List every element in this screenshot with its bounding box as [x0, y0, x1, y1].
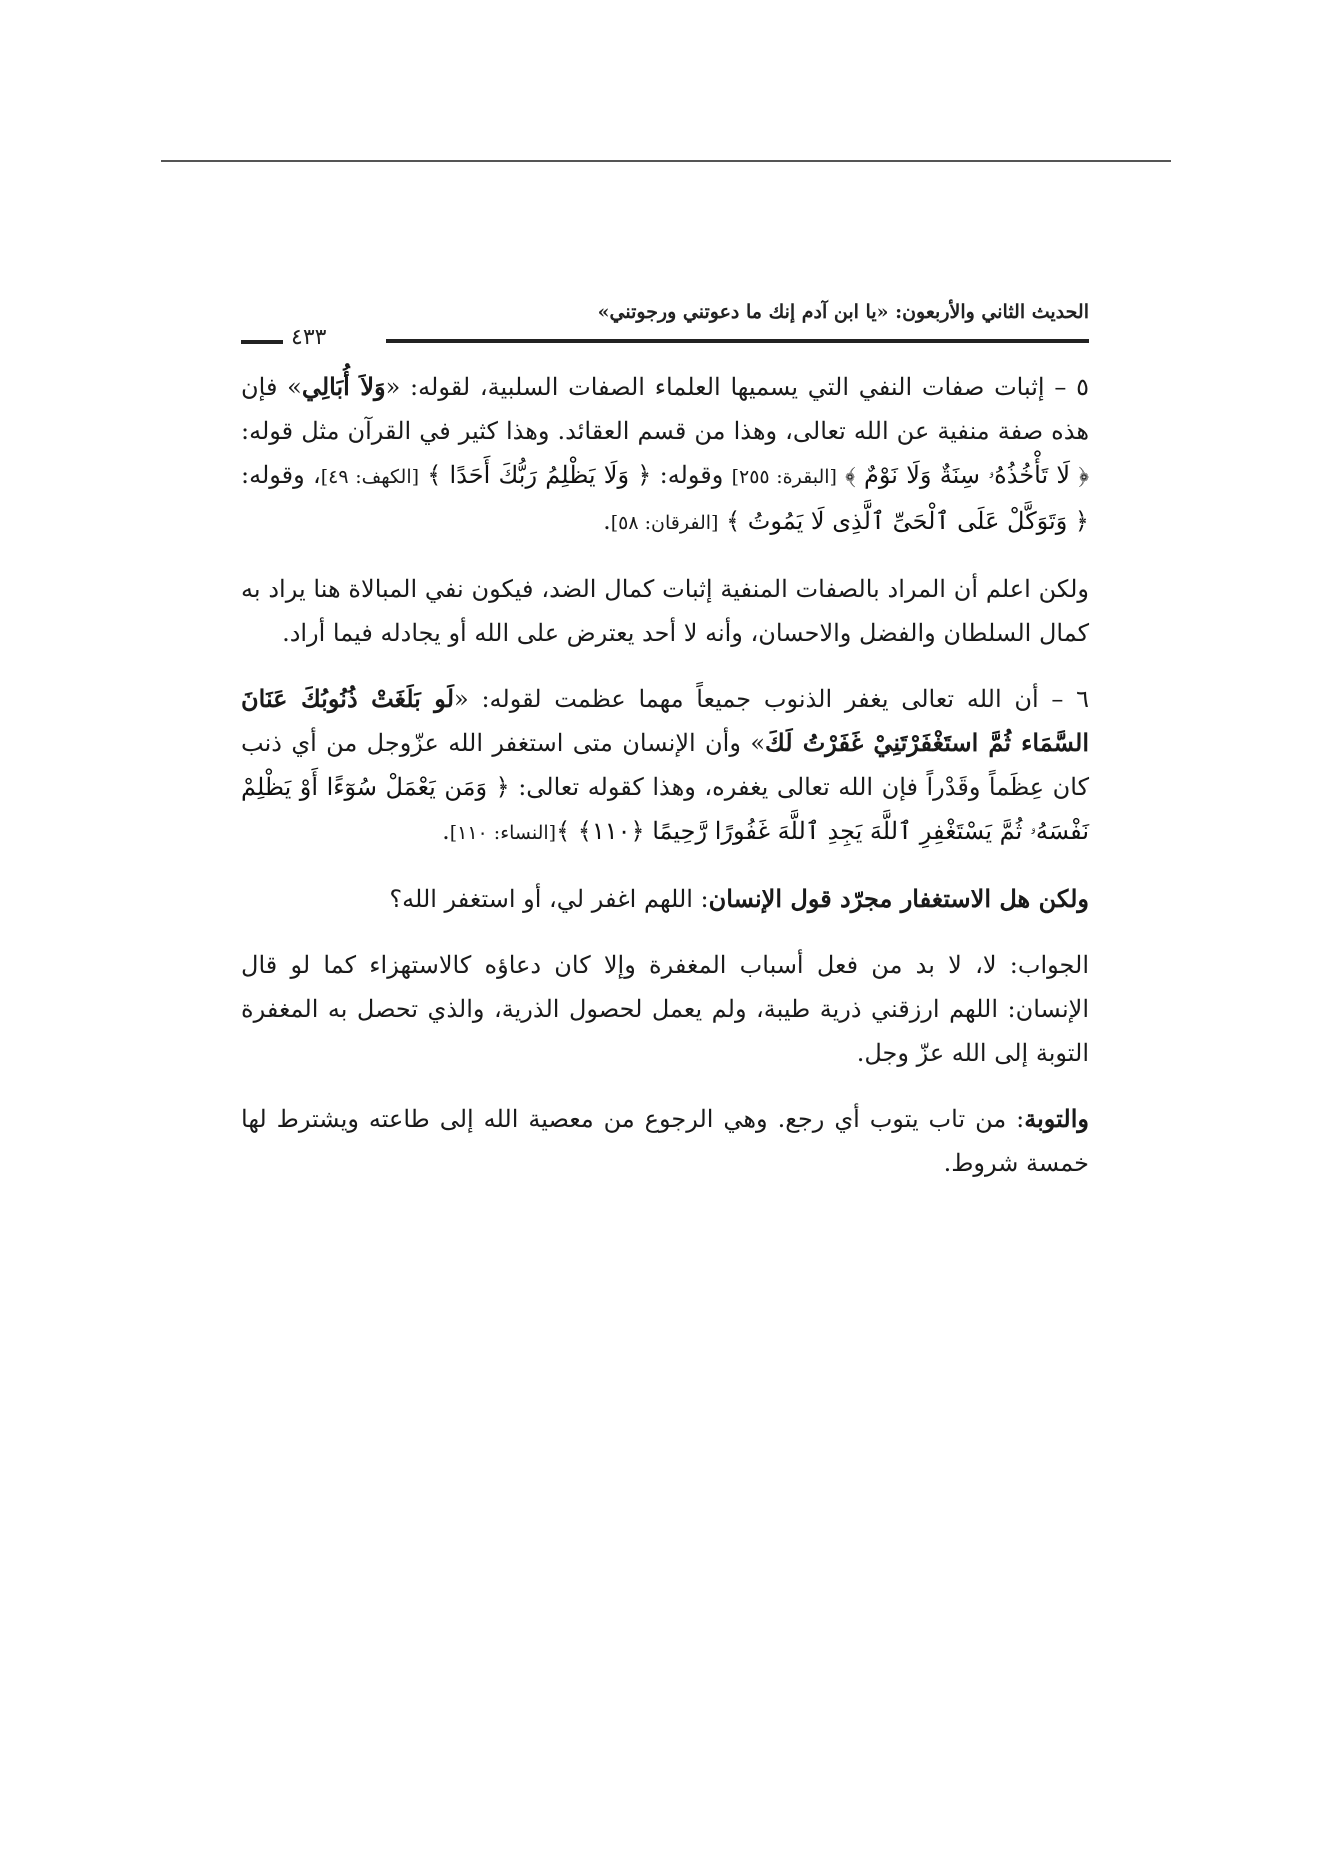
page-number-dash: [241, 340, 283, 344]
running-head: [241, 285, 1089, 351]
quran-verse-furqan: ﴿ وَتَوَكَّلْ عَلَى ٱلْحَىِّ ٱلَّذِى لَا يَمُوتُ ﴾: [726, 507, 1089, 535]
repentance-term: والتوبة: [1024, 1104, 1089, 1133]
paragraph-negated-attributes: ولكن اعلم أن المراد بالصفات المنفية إثبات كمال الضد، فيكون نفي المبالاة هنا يراد به كمال السلطان والفضل والاحسان، وأنه لا أحد يعترض على الله أو يجادله فيما أراد.: [241, 575, 1089, 647]
quran-verse-nisa: ﴿ وَمَن يَعْمَلْ سُوٓءًا أَوْ يَظْلِمْ نَفْسَهُۥ ثُمَّ يَسْتَغْفِرِ ٱللَّهَ يَجِدِ ٱللَّهَ غَفُورًا رَّحِيمًا ﴿١١٠﴾ ﴾: [241, 773, 1089, 845]
verse-ref-baqarah: [البقرة: ٢٥٥]: [731, 466, 837, 488]
hadith-quote-wala-ubali: وَلاَ أُبَالِي: [301, 372, 386, 401]
hadith-quote-law-balaghat: لَو بَلَغَتْ ذُنُوبُكَ عَنَانَ السَّمَاء ثُمَّ استَغْفَرْتَنِيْ غَفَرْتُ لَكَ: [241, 684, 1089, 757]
p1-text-4: ، وقوله:: [241, 461, 321, 489]
paragraph-point-6: [241, 677, 1089, 855]
p3-text-3: .: [442, 817, 450, 845]
verse-ref-nisa: [النساء: ١١٠]: [449, 822, 557, 844]
p1-text-3: وقوله:: [651, 461, 732, 489]
paragraph-repentance: [241, 1097, 1089, 1185]
paragraph-point-5: [241, 365, 1089, 545]
p1-text-1: ٥ – إثبات صفات النفي التي يسميها العلماء الصفات السلبية، لقوله: «: [385, 373, 1089, 401]
paragraph-answer: الجواب: لا، لا بد من فعل أسباب المغفرة وإلا كان دعاؤه كالاستهزاء كما لو قال الإنسان: اللهم ارزقني ذرية طيبة، ولم يعمل لحصول الذرية، والذي تحصل به المغفرة التوبة إلى الله عزّ وجل.: [241, 951, 1089, 1067]
running-head-rule: [386, 339, 1089, 343]
question-rest: : اللهم اغفر لي، أو استغفر الله؟: [389, 885, 709, 913]
p1-text-5: .: [603, 507, 611, 535]
page-number: ٤٣٣: [291, 325, 327, 350]
repentance-definition: : من تاب يتوب أي رجع. وهي الرجوع من معصية الله إلى طاعته ويشترط لها خمسة شروط.: [241, 1105, 1089, 1177]
page-top-rule: [161, 160, 1171, 162]
p3-text-1: ٦ – أن الله تعالى يغفر الذنوب جميعاً مهما عظمت لقوله: «: [454, 685, 1090, 713]
question-bold: ولكن هل الاستغفار مجرّد قول الإنسان: [708, 884, 1089, 913]
verse-ref-kahf: [الكهف: ٤٩]: [320, 466, 420, 488]
paragraph-question: [241, 877, 1089, 921]
p3-text-2: » وأن الإنسان متى استغفر الله عزّوجل من أي ذنب كان عِظَماً وقَدْراً فإن الله تعالى يغفره، وهذا كقوله تعالى:: [241, 729, 1090, 801]
quran-verse-kahf: ﴿ وَلَا يَظْلِمُ رَبُّكَ أَحَدًا ﴾: [427, 461, 652, 489]
book-page: [241, 285, 1089, 1185]
running-head-title: الحديث الثاني والأربعون: «يا ابن آدم إنك ما دعوتني ورجوتني»: [597, 301, 1089, 323]
p1-text-2: » فإن هذه صفة منفية عن الله تعالى، وهذا من قسم العقائد. وهذا كثير في القرآن مثل قوله:: [241, 373, 1089, 445]
verse-ref-furqan: [الفرقان: ٥٨]: [610, 512, 719, 534]
quran-verse-baqarah: ﴿ لَا تَأْخُذُهُۥ سِنَةٌ وَلَا نَوْمٌ ﴾: [845, 461, 1089, 489]
